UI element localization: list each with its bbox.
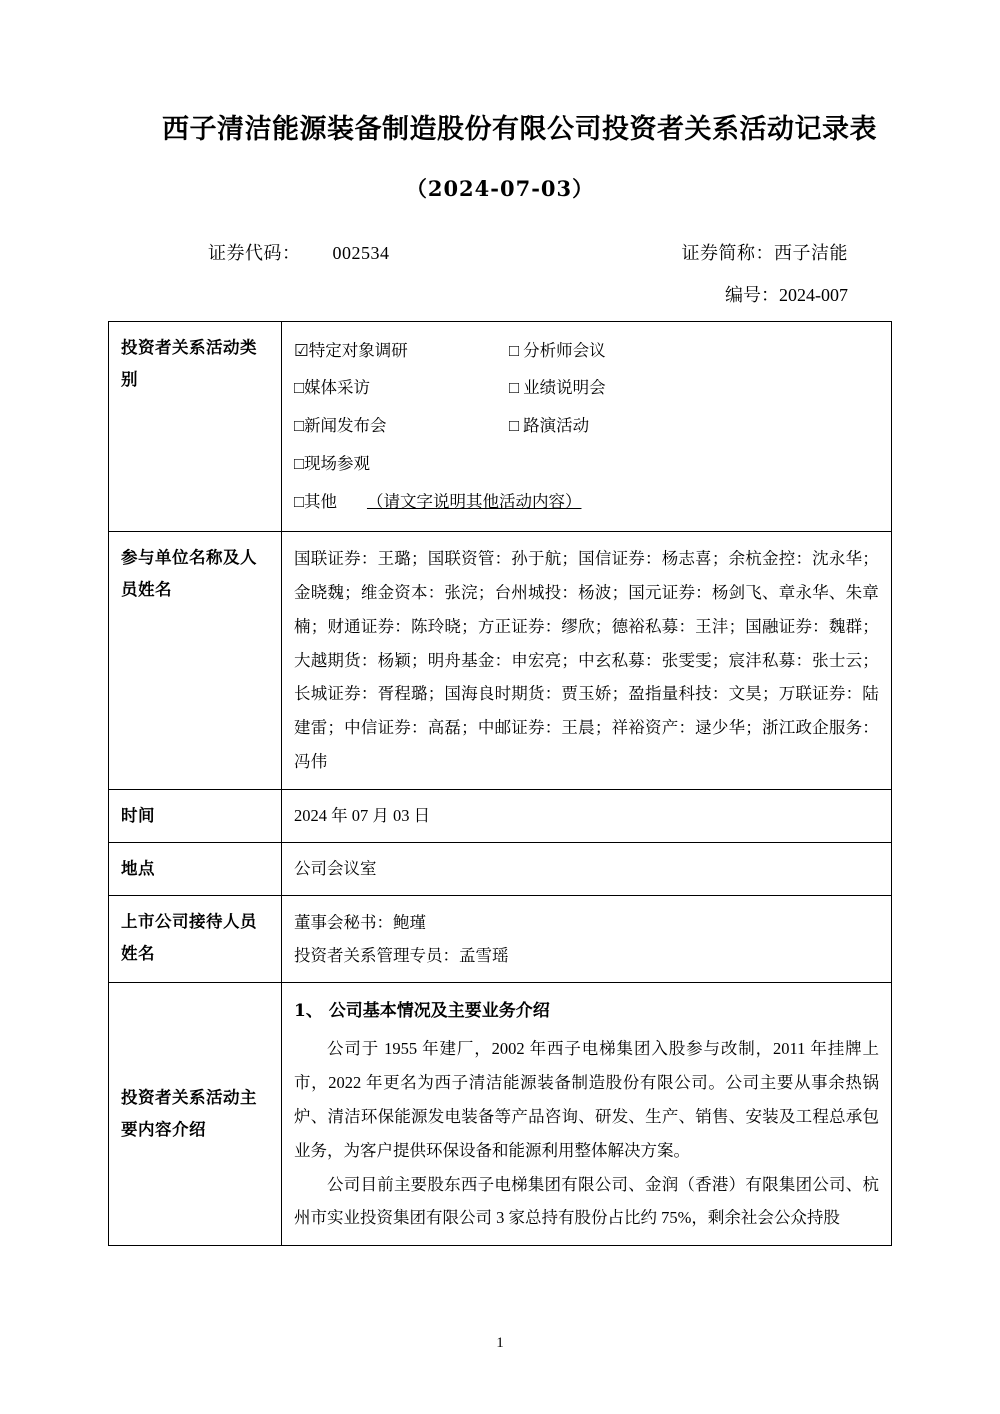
activity-type-line-2 (294, 369, 879, 407)
checkbox-analyst-meeting[interactable]: □ 分析师会议 (509, 340, 606, 360)
checkbox-media-interview[interactable]: □媒体采访 (294, 378, 370, 398)
serial-value: 2024-007 (779, 284, 848, 305)
activity-type-options (282, 321, 892, 532)
place-value: 公司会议室 (282, 843, 892, 896)
row-label-content: 投资者关系活动主要内容介绍 (109, 983, 282, 1246)
security-info-row (108, 239, 892, 265)
row-label-participants: 参与单位名称及人员姓名 (109, 532, 282, 790)
page-title: 西子清洁能源装备制造股份有限公司投资者关系活动记录表 (162, 114, 877, 145)
serial-number-row (108, 281, 892, 307)
content-body (282, 983, 892, 1246)
checkbox-specific-object-research[interactable]: ☑特定对象调研 (294, 340, 408, 360)
content-paragraph-2: 公司目前主要股东西子电梯集团有限公司、金润（香港）有限集团公司、杭州市实业投资集团有限公司 3 家总持有股份占比约 75%，剩余社会公众持股 (294, 1174, 879, 1228)
table-row-hosts (109, 896, 892, 983)
checkbox-roadshow[interactable]: □ 路演活动 (509, 416, 590, 436)
activity-type-line-5 (294, 483, 879, 521)
time-value: 2024 年 07 月 03 日 (282, 789, 892, 842)
checkbox-other[interactable]: □其他 (294, 492, 337, 512)
participants-text: 国联证券：王璐；国联资管：孙于航；国信证券：杨志喜；余杭金控：沈永华；金晓魏；维金资本：张浣；台州城投：杨波；国元证券：杨剑飞、章永华、朱章楠；财通证券：陈玲晓；方正证券：缪欣；德裕私募：王沣；国融证券：魏群；大越期货：杨颖；明舟基金：申宏亮；中玄私募：张雯雯；宸沣私募：张士云；长城证券：胥程璐；国海良时期货：贾玉娇；盈指量科技：文昊；万联证券：陆建雷；中信证券：高磊；中邮证券：王晨；祥裕资产：逯少华；浙江政企服务：冯伟 (294, 549, 879, 772)
row-label-activity-type: 投资者关系活动类别 (109, 321, 282, 532)
security-name-label: 证券简称： (681, 242, 774, 263)
content-section-title: 1、 公司基本情况及主要业务介绍 (294, 1001, 550, 1022)
document-date-subtitle: （2024-07-03） (405, 175, 595, 201)
row-label-place: 地点 (109, 843, 282, 896)
security-code (208, 239, 390, 265)
security-code-label: 证券代码： (208, 242, 301, 263)
row-label-hosts: 上市公司接待人员姓名 (109, 896, 282, 983)
table-row-time (109, 789, 892, 842)
activity-type-line-1 (294, 332, 879, 370)
row-label-time: 时间 (109, 789, 282, 842)
table-row-content (109, 983, 892, 1246)
serial-label: 编号： (725, 284, 779, 305)
hosts-list (282, 896, 892, 983)
table-row-place (109, 843, 892, 896)
host-line-ir-specialist: 投资者关系管理专员：孟雪瑶 (294, 946, 509, 966)
activity-type-line-4 (294, 445, 879, 483)
security-name (682, 239, 849, 265)
checkbox-site-visit[interactable]: □现场参观 (294, 454, 370, 474)
page-number: 1 (496, 1335, 504, 1351)
content-paragraph-1: 公司于 1955 年建厂，2002 年西子电梯集团入股参与改制，2011 年挂牌上市，2022 年更名为西子清洁能源装备制造股份有限公司。公司主要从事余热锅炉、清洁环保能源发电装备等产品咨询、研发、生产、销售、安装及工程总承包业务，为客户提供环保设备和能源利用整体解决方案。 (294, 1039, 879, 1160)
other-activity-note[interactable]: （请文字说明其他活动内容） (366, 492, 582, 512)
activity-type-line-3 (294, 407, 879, 445)
checkbox-press-conference[interactable]: □新闻发布会 (294, 416, 387, 436)
table-row-activity-type (109, 321, 892, 532)
checkbox-performance-briefing[interactable]: □ 业绩说明会 (509, 378, 606, 398)
security-code-value: 002534 (332, 242, 390, 263)
security-name-value: 西子洁能 (774, 242, 848, 263)
host-line-secretary: 董事会秘书：鲍瑾 (294, 913, 426, 933)
table-row-participants (109, 532, 892, 790)
investor-relations-table (108, 321, 892, 1247)
